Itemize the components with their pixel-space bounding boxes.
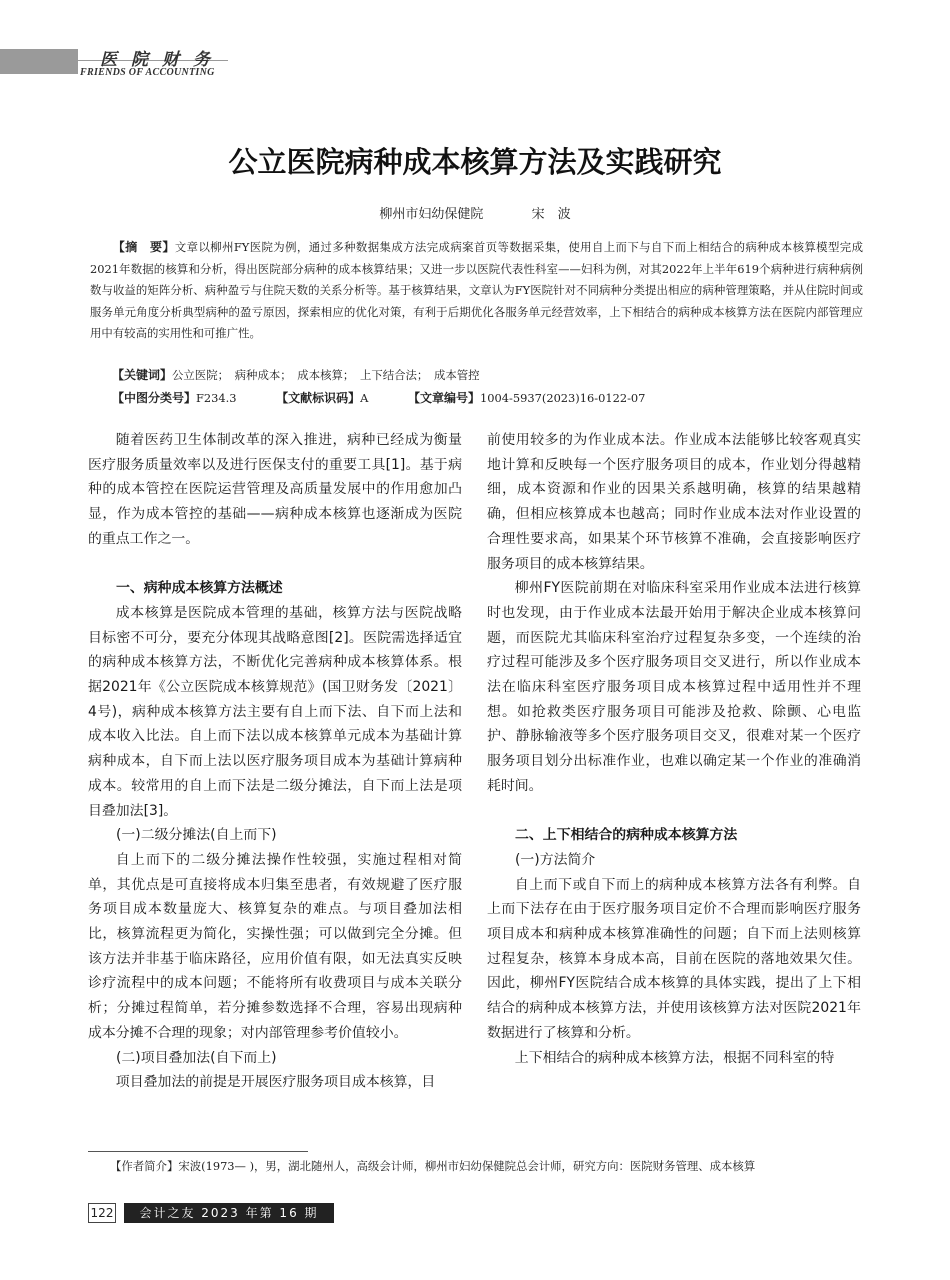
subsection-2-1-paragraph: 自上而下或自下而上的病种成本核算方法各有利弊。自上而下法存在由于医疗服务项目定价不合理而影响医疗服务项目成本和病种成本核算准确性的问题；自下而上法则核算过程复杂，核算本身成本高，目前在医院的落地效果欠佳。因此，柳州FY医院结合成本核算的具体实践，提出了上下相结合的病种成本核算方法，并使用该核算方法对医院2021年数据进行了核算和分析。: [487, 876, 861, 1041]
author-affiliation: 柳州市妇幼保健院: [379, 207, 484, 222]
page-number: 122: [88, 1203, 116, 1223]
subsection-2-1-heading: (一)方法简介: [515, 851, 596, 868]
journal-section-english: FRIENDS OF ACCOUNTING: [80, 67, 215, 78]
keywords-text: 公立医院； 病种成本； 成本核算； 上下结合法； 成本管控: [172, 368, 480, 382]
journal-issue: 会计之友 2023 年第 16 期: [124, 1203, 334, 1223]
abstract-label: 【摘 要】: [112, 240, 175, 254]
subsection-2-paragraph: 项目叠加法的前提是开展医疗服务项目成本核算，目: [115, 1074, 436, 1091]
section-1-heading: 一、病种成本核算方法概述: [116, 580, 283, 597]
author-line: [0, 203, 950, 222]
intro-paragraph: 随着医药卫生体制改革的深入推进，病种已经成为衡量医疗服务质量效率以及进行医保支付的重要工具[1]。基于病种的成本管控在医院运营管理及高质量发展中的作用愈加凸显，作为成本管控的基础——病种成本核算也逐渐成为医院的重点工作之一。: [88, 432, 462, 547]
abstract-text: 文章以柳州FY医院为例，通过多种数据集成方法完成病案首页等数据采集，使用自上而下与自下而上相结合的病种成本核算模型完成2021年数据的核算和分析，得出医院部分病种的成本核算结果；又进一步以医院代表性科室——妇科为例，对其2022年上半年619个病种进行病种病例数与收益的矩阵分析、病种盈亏与住院天数的关系分析等。基于核算结果，文章认为FY医院针对不同病种分类提出相应的病种管理策略，并从住院时间或服务单元角度分析典型病种的盈亏原因，探索相应的优化对策，有利于后期优化各服务单元经营效率，上下相结合的病种成本核算方法在医院内部管理应用中有较高的实用性和可推广性。: [90, 240, 863, 341]
section-1-paragraph: 成本核算是医院成本管理的基础，核算方法与医院战略目标密不可分，要充分体现其战略意图[2]。医院需选择适宜的病种成本核算方法，不断优化完善病种成本核算体系。根据2021年《公立医院成本核算规范》(国卫财务发〔2021〕4号)，病种成本核算方法主要有自上而下法、自下而上法和成本收入比法。自上而下法以成本核算单元成本为基础计算病种成本，自下而上法以医疗服务项目成本为基础计算病种成本。较常用的自上而下法是二级分摊法，自下而上法是项目叠加法[3]。: [88, 604, 462, 819]
journal-section-name: 医院财务: [100, 50, 224, 70]
closing-paragraph: 上下相结合的病种成本核算方法，根据不同科室的特: [514, 1049, 835, 1066]
clc-code: 【中图分类号】F234.3: [112, 391, 237, 405]
article-title: 公立医院病种成本核算方法及实践研究: [228, 145, 722, 179]
author-name: 宋 波: [531, 207, 571, 222]
document-code: 【文献标识码】A: [276, 391, 369, 405]
subsection-2-heading: (二)项目叠加法(自下而上): [116, 1049, 277, 1066]
abstract: [90, 237, 863, 345]
continued-paragraph: 前使用较多的为作业成本法。作业成本法能够比较客观真实地计算和反映每一个医疗服务项目的成本，作业划分得越精细，成本资源和作业的因果关系越明确，核算的结果越精确，但相应核算成本也越高；同时作业成本法对作业设置的合理性要求高，如果某个环节核算不准确，会直接影响医疗服务项目的成本核算结果。: [487, 432, 861, 572]
footnote-rule: [88, 1151, 308, 1152]
keywords: [112, 366, 480, 383]
article-number: 【文章编号】1004-5937(2023)16-0122-07: [408, 391, 646, 405]
subsection-1-paragraph: 自上而下的二级分摊法操作性较强，实施过程相对简单，其优点是可直接将成本归集至患者，有效规避了医疗服务项目成本数量庞大、核算复杂的难点。与项目叠加法相比，核算流程更为简化，实操性强；可以做到完全分摊。但该方法并非基于临床路径，应用价值有限，如无法真实反映诊疗流程中的成本问题；不能将所有收费项目与成本关联分析；分摊过程简单，若分摊参数选择不合理，容易出现病种成本分摊不合理的现象；对内部管理参考价值较小。: [88, 851, 462, 1041]
body-right-column: [487, 428, 861, 1070]
section-2-heading: 二、上下相结合的病种成本核算方法: [515, 827, 738, 844]
body-left-column: [88, 428, 462, 1095]
author-footnote: 【作者简介】宋波(1973— )，男，湖北随州人，高级会计师，柳州市妇幼保健院总会计师，研究方向：医院财务管理、成本核算: [110, 1159, 756, 1173]
header-bar: [0, 49, 78, 74]
keywords-label: 【关键词】: [112, 368, 173, 382]
classification-line: [112, 389, 681, 406]
fy-hospital-paragraph: 柳州FY医院前期在对临床科室采用作业成本法进行核算时也发现，由于作业成本法最开始用于解决企业成本核算问题，而医院尤其临床科室治疗过程复杂多变，一个连续的治疗过程可能涉及多个医疗服务项目交叉进行，所以作业成本法在临床科室医疗服务项目成本核算过程中适用性并不理想。如抢救类医疗服务项目可能涉及抢救、除颤、心电监护、静脉输液等多个医疗服务项目交叉，很难对某一个医疗服务项目划分出标准作业，也难以确定某一个作业的准确消耗时间。: [487, 580, 861, 794]
subsection-1-heading: (一)二级分摊法(自上而下): [116, 827, 277, 844]
